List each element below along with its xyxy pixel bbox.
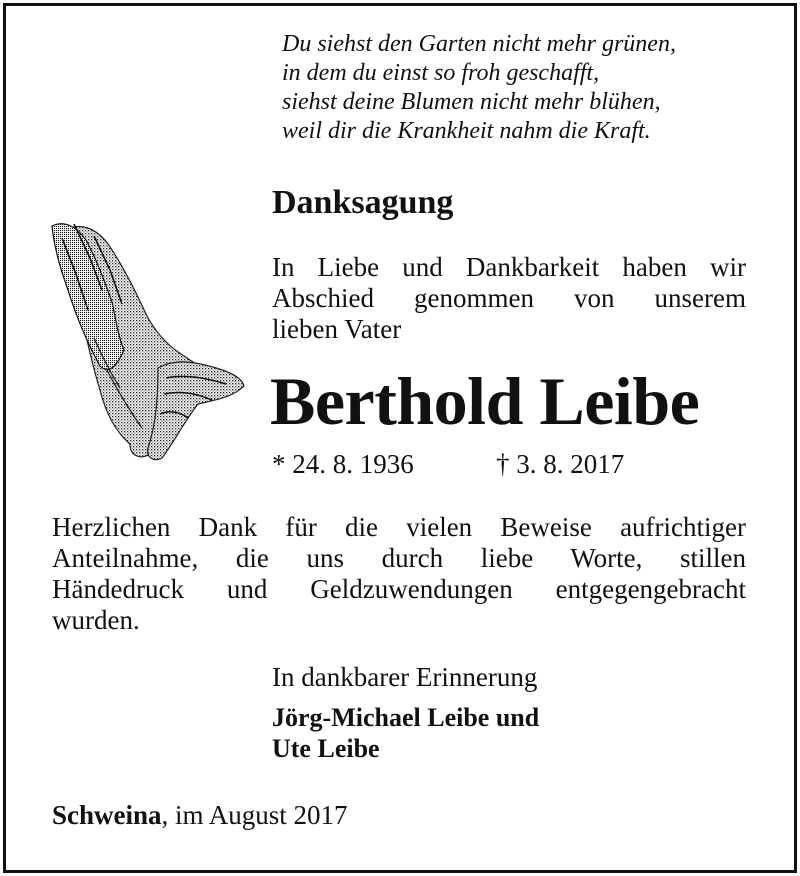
place-date — [52, 800, 348, 831]
intro-line: Abschied genommen von unserem — [272, 283, 746, 313]
intro-line: In Liebe und Dankbarkeit haben wir — [272, 252, 746, 282]
deceased-name: Berthold Leibe — [270, 363, 700, 439]
signer-line: Ute Leibe — [272, 734, 380, 763]
heading-danksagung: Danksagung — [272, 184, 454, 221]
poem-line: weil dir die Krankheit nahm die Kraft. — [282, 118, 651, 144]
poem-line: siehst deine Blumen nicht mehr blühen, — [282, 89, 661, 115]
birth-date: * 24. 8. 1936 — [272, 449, 414, 479]
thanks-line: Anteilnahme, die uns durch liebe Worte, stillen — [52, 543, 746, 573]
place-date-text: , im August 2017 — [161, 800, 348, 830]
praying-hands-icon — [46, 218, 246, 468]
signer-line: Jörg-Michael Leibe und — [272, 703, 540, 732]
thanks-line: Herzlichen Dank für die vielen Beweise aufrichtiger — [52, 512, 746, 542]
signers — [272, 702, 539, 764]
thanks-line: wurden. — [52, 605, 140, 635]
memory-line: In dankbarer Erinnerung — [272, 662, 538, 692]
poem — [282, 30, 762, 146]
intro-text — [272, 252, 746, 345]
poem-line: in dem du einst so froh geschafft, — [282, 60, 600, 86]
death-date: † 3. 8. 2017 — [496, 449, 625, 479]
thanks-text — [52, 512, 746, 636]
intro-line: lieben Vater — [272, 314, 402, 344]
place-town: Schweina — [52, 800, 162, 830]
thanks-line: Händedruck und Geldzuwendungen entgegengebracht — [52, 574, 746, 604]
poem-line: Du siehst den Garten nicht mehr grünen, — [282, 31, 676, 57]
